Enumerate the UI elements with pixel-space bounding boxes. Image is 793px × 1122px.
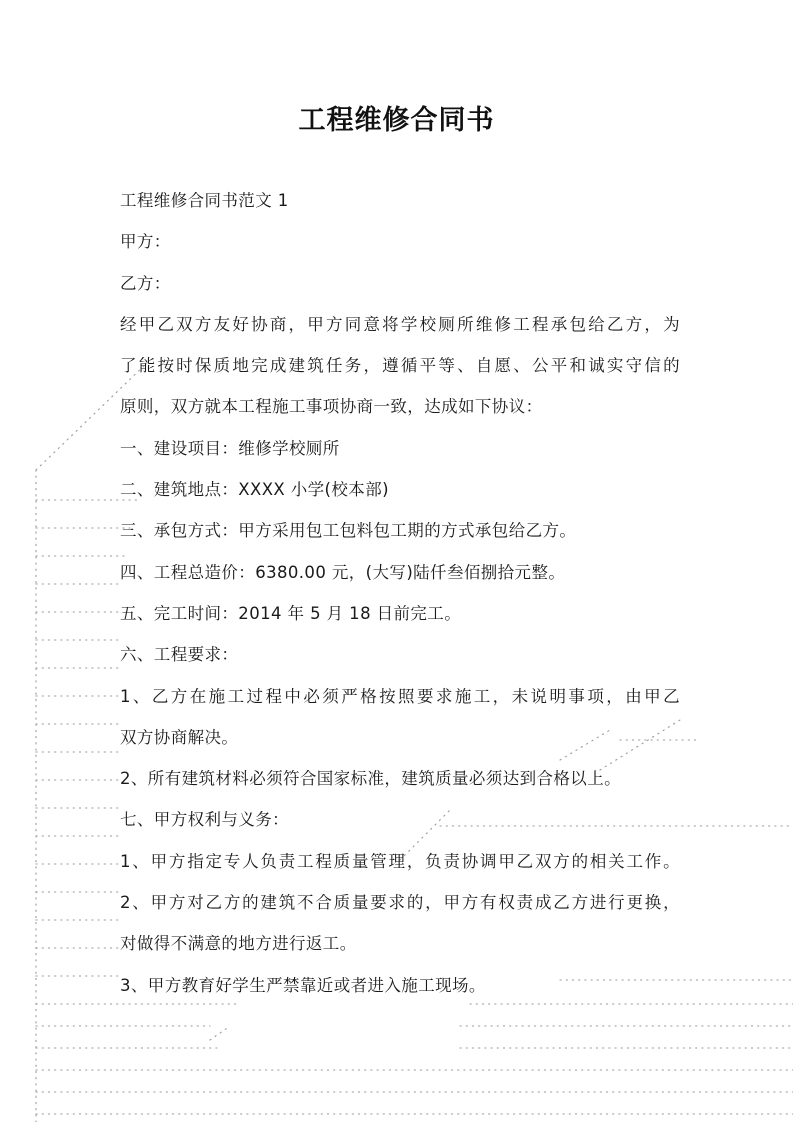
line-heading-sample: 工程维修合同书范文 1 bbox=[120, 191, 289, 210]
line-clause-7-item-2b: 对做得不满意的地方进行返工。 bbox=[120, 934, 357, 954]
line-preamble-3: 原则，双方就本工程施工事项协商一致，达成如下协议： bbox=[120, 397, 543, 417]
line-clause-5: 五、完工时间：2014 年 5 月 18 日前完工。 bbox=[120, 603, 462, 623]
line-clause-6: 六、工程要求： bbox=[120, 645, 239, 665]
line-clause-6-item-2: 2、所有建筑材料必须符合国家标准，建筑质量必须达到合格以上。 bbox=[120, 769, 621, 789]
line-clause-3: 三、承包方式：甲方采用包工包料包工期的方式承包给乙方。 bbox=[120, 521, 577, 541]
line-clause-7-item-1: 1、甲方指定专人负责工程质量管理，负责协调甲乙双方的相关工作。 bbox=[120, 851, 680, 871]
line-preamble-2: 了能按时保质地完成建筑任务，遵循平等、自愿、公平和诚实守信的 bbox=[120, 356, 680, 376]
line-party-b: 乙方： bbox=[120, 273, 171, 293]
line-clause-1: 一、建设项目：维修学校厕所 bbox=[120, 438, 340, 458]
line-clause-6-item-1a: 1、乙方在施工过程中必须严格按照要求施工，未说明事项，由甲乙 bbox=[120, 686, 680, 706]
line-party-a: 甲方： bbox=[120, 232, 171, 252]
line-clause-4: 四、工程总造价：6380.00 元，(大写)陆仟叁佰捌拾元整。 bbox=[120, 562, 566, 582]
line-preamble-1: 经甲乙双方友好协商，甲方同意将学校厕所维修工程承包给乙方，为 bbox=[120, 314, 680, 334]
line-clause-6-item-1b: 双方协商解决。 bbox=[120, 727, 239, 747]
document-title: 工程维修合同书 bbox=[298, 105, 495, 136]
document-body bbox=[120, 186, 680, 1012]
line-clause-7-item-3: 3、甲方教育好学生严禁靠近或者进入施工现场。 bbox=[120, 975, 486, 995]
line-clause-7-item-2a: 2、甲方对乙方的建筑不合质量要求的，甲方有权责成乙方进行更换， bbox=[120, 893, 680, 913]
line-clause-2: 二、建筑地点：XXXX 小学(校本部) bbox=[120, 480, 389, 500]
line-clause-7: 七、甲方权利与义务： bbox=[120, 810, 289, 830]
